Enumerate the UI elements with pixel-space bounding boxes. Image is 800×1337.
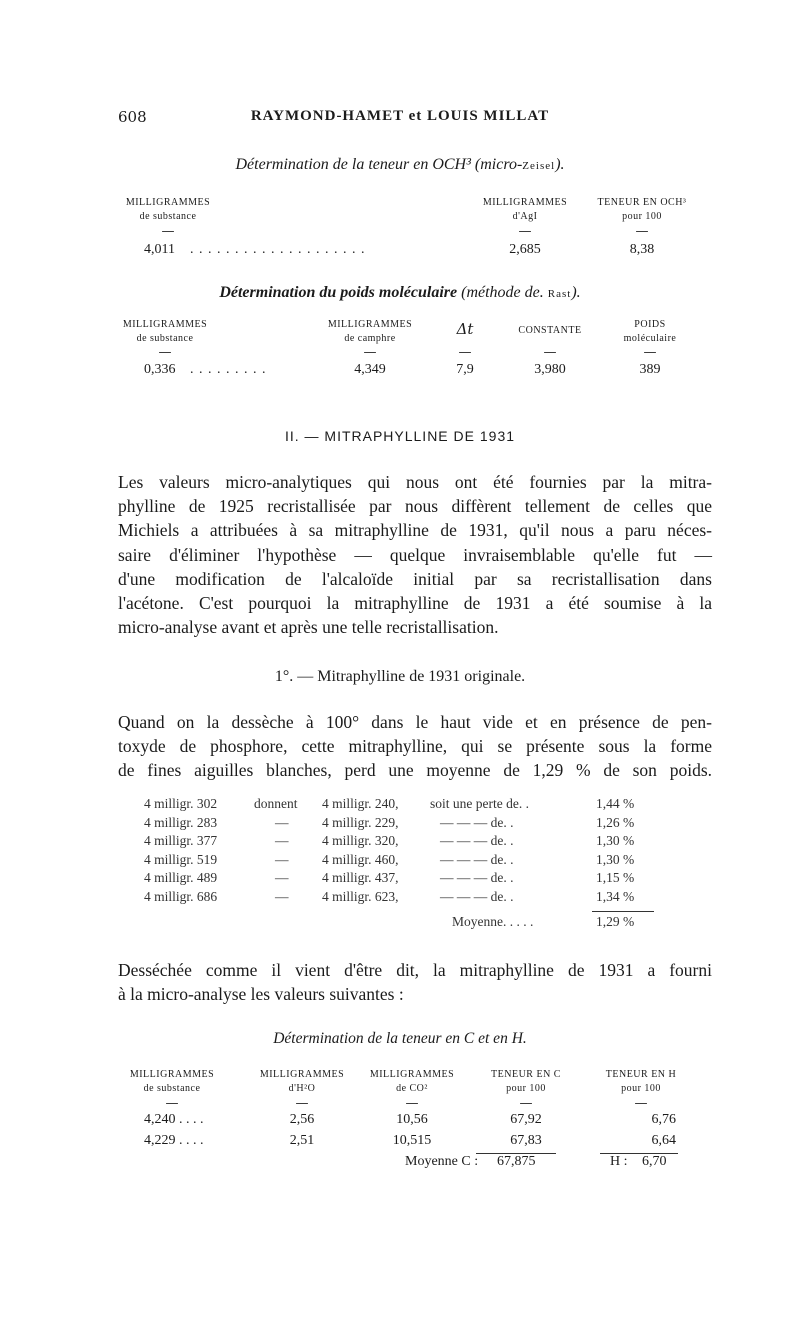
rast-leader-dots: . . . . . . . . . — [190, 362, 267, 377]
subsection-title: 1°. — Mitraphylline de 1931 originale. — [274, 668, 526, 685]
ch-header-h2o: MILLIGRAMMES d'H²O — [259, 1069, 345, 1094]
paragraph-1 — [118, 470, 712, 639]
zeisel-caption: Détermination de la teneur en OCH³ (micro-Zeisel). — [235, 156, 565, 173]
rast-dash-1: — — [158, 345, 172, 360]
ch-dash-5: — — [634, 1096, 648, 1111]
ch-dash-4: — — [519, 1096, 533, 1111]
ch-row-2-h2o: 2,51 — [289, 1133, 315, 1148]
ch-dash-3: — — [405, 1096, 419, 1111]
ch-header-substance: MILLIGRAMMES de substance — [129, 1069, 215, 1094]
page-number: 608 — [118, 108, 147, 126]
ch-header-h: TENEUR EN H pour 100 — [605, 1069, 677, 1094]
zeisel-header-substance: MILLIGRAMMES de substance — [125, 197, 211, 222]
rast-dash-4: — — [543, 345, 557, 360]
rast-dash-5: — — [643, 345, 657, 360]
rast-header-poids: POIDS moléculaire — [623, 319, 677, 344]
running-title: RAYMOND-HAMET et LOUIS MILLAT — [250, 108, 550, 124]
zeisel-leader-dots: . . . . . . . . . . . . . . . . . . . . — [190, 242, 366, 257]
section-title: II. — MITRAPHYLLINE DE 1931 — [284, 428, 516, 444]
ch-moyenne-h-value: 6,70 — [642, 1154, 667, 1169]
table-row: 4 milligr. 283 — 4 milligr. 229, — — — de. . 1,26 % — [144, 814, 635, 830]
zeisel-substance-value: 4,011 — [144, 242, 175, 257]
ch-dash-1: — — [165, 1096, 179, 1111]
zeisel-dash-1: — — [161, 224, 175, 239]
moyenne-value: 1,29 % — [596, 914, 635, 929]
zeisel-header-agi: MILLIGRAMMES d'AgI — [482, 197, 568, 222]
paragraph-line: micro-analyse avant et après une telle recristallisation. — [118, 617, 499, 638]
zeisel-dash-3: — — [635, 224, 649, 239]
paragraph-line: toxyde de phosphore, cette mitraphylline, qui se présente sous la forme — [118, 736, 712, 757]
zeisel-header-teneur: TENEUR EN OCH³ pour 100 — [597, 197, 687, 222]
paragraph-2 — [118, 710, 712, 783]
rast-header-camphre: MILLIGRAMMES de camphre — [327, 319, 413, 344]
paragraph-line: Les valeurs micro-analytiques qui nous ont été fournies par la mitra- — [118, 472, 712, 492]
zeisel-teneur-value: 8,38 — [629, 242, 655, 257]
rast-dash-3: — — [458, 345, 472, 360]
ch-caption: Détermination de la teneur en C et en H. — [273, 1030, 527, 1047]
ch-row-2-substance: 4,229 . . . . — [144, 1133, 204, 1148]
rast-camphre-value: 4,349 — [354, 362, 386, 377]
rast-caption: Détermination du poids moléculaire (méthode de. Rast). — [219, 284, 581, 301]
rast-header-substance: MILLIGRAMMES de substance — [122, 319, 208, 344]
paragraph-line: saire d'éliminer l'hypothèse — quelque invraisemblable qu'elle fut — — [118, 544, 712, 565]
rast-dash-2: — — [363, 345, 377, 360]
table-row: 4 milligr. 686 — 4 milligr. 623, — — — de. . 1,34 % — [144, 888, 635, 904]
paragraph-line: d'une modification de l'alcaloïde initial par sa recristallisation dans — [118, 568, 712, 589]
table-row: 4 milligr. 489 — 4 milligr. 437, — — — de. . 1,15 % — [144, 870, 635, 885]
table-row: 4 milligr. 519 — 4 milligr. 460, — — — de. . 1,30 % — [144, 851, 635, 867]
ch-moyenne-h-label: H : — [610, 1154, 628, 1169]
ch-row-2-co2: 10,515 — [392, 1133, 432, 1148]
zeisel-agi-value: 2,685 — [509, 242, 541, 257]
paragraph-line: à la micro-analyse les valeurs suivantes : — [118, 984, 404, 1005]
paragraph-line: Michiels a attribuées à sa mitraphylline de 1931, qu'il nous a paru néces- — [118, 520, 712, 541]
paragraph-line: phylline de 1925 recristallisée par nous diffèrent tellement de celles que — [118, 496, 712, 517]
rast-header-delta: Δt — [456, 320, 474, 338]
rast-constante-value: 3,980 — [534, 362, 566, 377]
rast-substance-value: 0,336 — [144, 362, 176, 377]
ch-moyenne-c-label: Moyenne C : — [405, 1154, 479, 1169]
rast-delta-value: 7,9 — [456, 362, 474, 377]
rast-poids-value: 389 — [639, 362, 661, 377]
weight-loss-table — [0, 796, 800, 907]
ch-row-2-c: 67,83 — [510, 1133, 542, 1148]
rast-header-constante: CONSTANTE — [518, 325, 582, 336]
ch-dash-2: — — [295, 1096, 309, 1111]
zeisel-dash-2: — — [518, 224, 532, 239]
paragraph-line: de fines aiguilles blanches, perd une moyenne de 1,29 % de son poids. — [118, 760, 712, 781]
ch-header-co2: MILLIGRAMMES de CO² — [369, 1069, 455, 1094]
paragraph-line: l'acétone. C'est pourquoi la mitraphylline de 1931 a été soumise à la — [118, 593, 712, 614]
paragraph-3 — [118, 958, 712, 1006]
ch-row-1-h: 6,76 — [651, 1112, 676, 1127]
moyenne-label: Moyenne. . . . . — [452, 914, 534, 929]
ch-row-1-substance: 4,240 . . . . — [144, 1112, 204, 1127]
ch-row-1-c: 67,92 — [510, 1112, 542, 1127]
ch-row-1-h2o: 2,56 — [289, 1112, 315, 1127]
ch-moyenne-c-value: 67,875 — [497, 1154, 536, 1169]
paragraph-line: Desséchée comme il vient d'être dit, la mitraphylline de 1931 a fourni — [118, 960, 712, 980]
running-head — [0, 108, 800, 128]
table-row: 4 milligr. 377 — 4 milligr. 320, — — — de. . 1,30 % — [144, 833, 635, 848]
sum-rule — [592, 911, 654, 912]
ch-header-c: TENEUR EN C pour 100 — [491, 1069, 561, 1094]
table-row: 4 milligr. 302 donnent 4 milligr. 240, soit une perte de. . 1,44 % — [144, 796, 635, 811]
paragraph-line: Quand on la dessèche à 100° dans le haut vide et en présence de pen- — [118, 712, 712, 732]
ch-row-2-h: 6,64 — [651, 1133, 676, 1148]
ch-row-1-co2: 10,56 — [396, 1112, 428, 1127]
